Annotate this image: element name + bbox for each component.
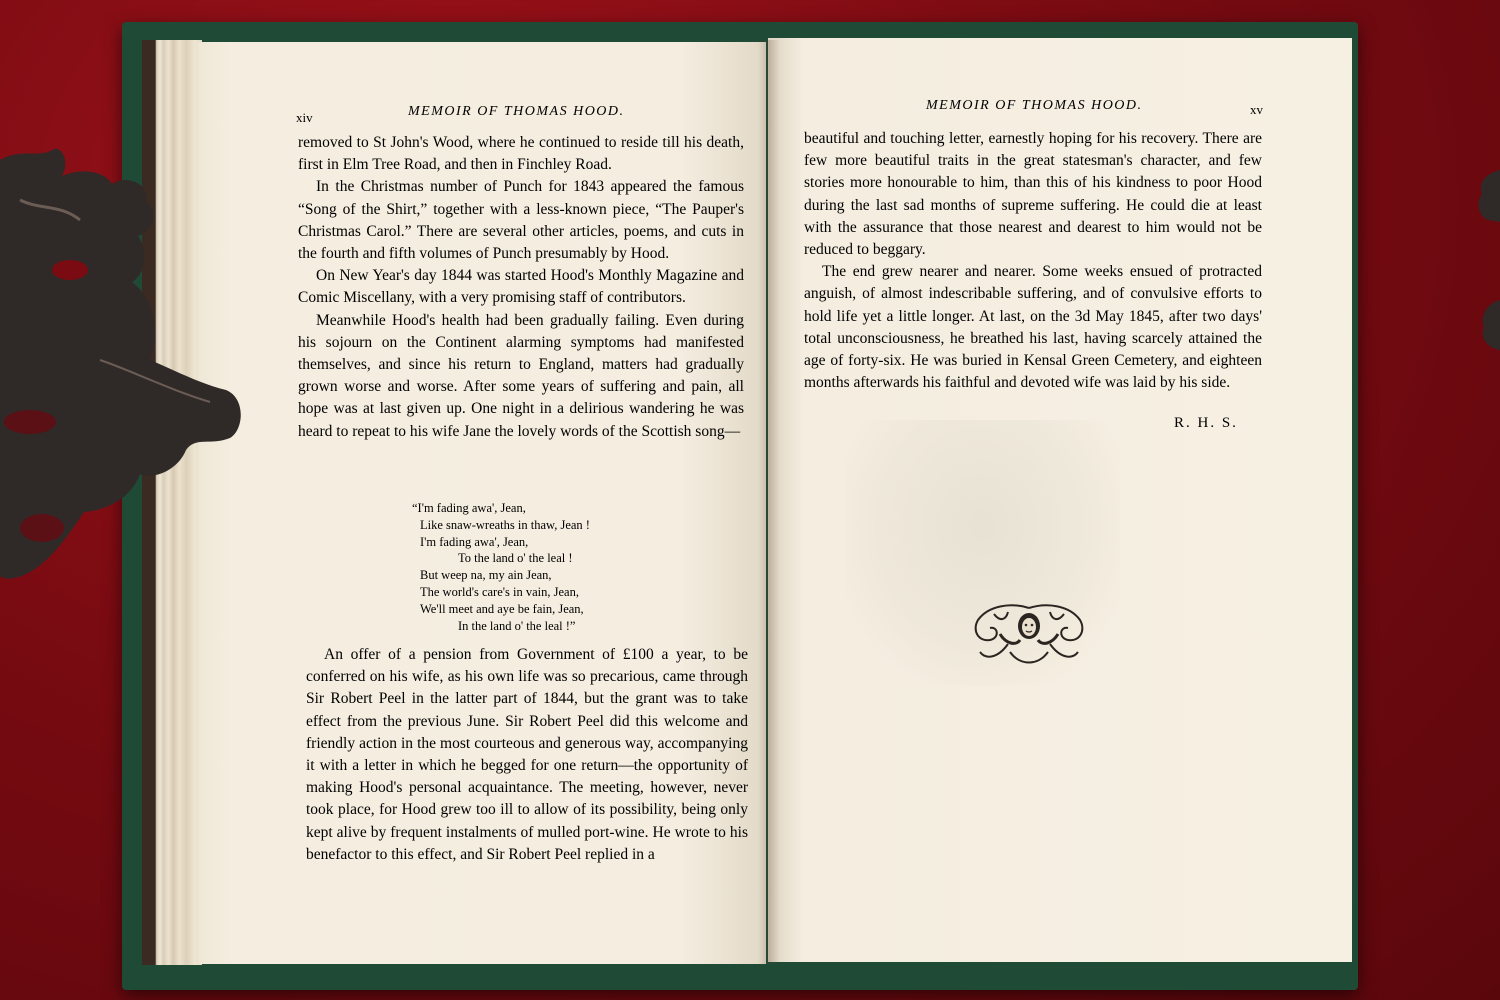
song-line: In the land o' the leal !” [458, 618, 576, 633]
song-line: I'm fading awa', Jean, [420, 534, 529, 549]
song-line: “I'm fading awa', Jean, [412, 501, 526, 515]
song-line: The world's care's in vain, Jean, [420, 584, 579, 599]
left-text-lower [306, 644, 748, 866]
paragraph: The end grew nearer and nearer. Some weeks ensued of protracted anguish, of almost indescribable suffering, and of convulsive efforts to hold life yet a little longer. At last, on the 3d May 1845, after two days' total unconsciousness, he breathed his last, having scarcely attained the age of forty-six. He was buried in Kensal Green Cemetery, and eighteen months afterwards his faithful and devoted wife was laid by his side. [804, 263, 1262, 392]
paragraph: beautiful and touching letter, earnestly hoping for his recovery. There are few more beautiful traits in the great statesman's character, and few stories more honourable to him, than this of his kindness to poor Hood during the last sad months of supreme suffering. He could die at least with the assurance that those nearest and dearest to him would not be reduced to beggary. [804, 130, 1262, 259]
paragraph: Meanwhile Hood's health had been gradually failing. Even during his sojourn on the Continent alarming symptoms had manifested themselves, and since his return to England, matters had gradually grown worse and worse. After some years of suffering and pain, all hope was at last given up. One night in a delirious wandering he was heard to repeat to his wife Jane the lovely words of the Scottish song— [298, 311, 744, 440]
song-line: But weep na, my ain Jean, [420, 568, 552, 583]
author-initials: R. H. S. [1174, 415, 1238, 431]
right-folio: xv [1250, 102, 1263, 117]
right-text [804, 128, 1262, 394]
left-text-upper [298, 132, 744, 443]
song-line: To the land o' the leal ! [458, 551, 573, 566]
song-line: We'll meet and aye be fain, Jean, [420, 601, 584, 616]
song-line: Like snaw-wreaths in thaw, Jean ! [420, 517, 590, 532]
metal-clasp-icon [0, 140, 250, 590]
song-quotation [412, 500, 590, 634]
tailpiece-ornament-icon [970, 600, 1088, 670]
book-gutter [758, 40, 780, 964]
paragraph: removed to St John's Wood, where he continued to reside till his death, first in Elm Tree Road, and then in Finchley Road. [298, 134, 744, 174]
left-running-head: MEMOIR OF THOMAS HOOD. [408, 104, 625, 119]
left-folio: xiv [296, 110, 313, 125]
metal-clasp-fragment-icon [1472, 170, 1500, 350]
paragraph: In the Christmas number of Punch for 1843 appeared the famous “Song of the Shirt,” together with a less-known piece, “The Pauper's Christmas Carol.” There are several other articles, poems, and cuts in the fourth and fifth volumes of Punch presumably by Hood. [298, 178, 744, 263]
paragraph: An offer of a pension from Government of £100 a year, to be conferred on his wife, as his own life was so precarious, came through Sir Robert Peel in the latter part of 1844, but the grant was to take effect from the previous June. Sir Robert Peel did this welcome and friendly action in the most courteous and generous way, accompanying it with a letter in which he begged for one return—the opportunity of making Hood's personal acquaintance. The meeting, however, never took place, for Hood grew too ill to allow of its possibility, being only kept alive by frequent instalments of mulled port-wine. He wrote to his benefactor to this effect, and Sir Robert Peel replied in a [306, 646, 748, 863]
paragraph: On New Year's day 1844 was started Hood's Monthly Magazine and Comic Miscellany, with a very promising staff of contributors. [298, 267, 744, 307]
right-running-head: MEMOIR OF THOMAS HOOD. [926, 98, 1143, 113]
